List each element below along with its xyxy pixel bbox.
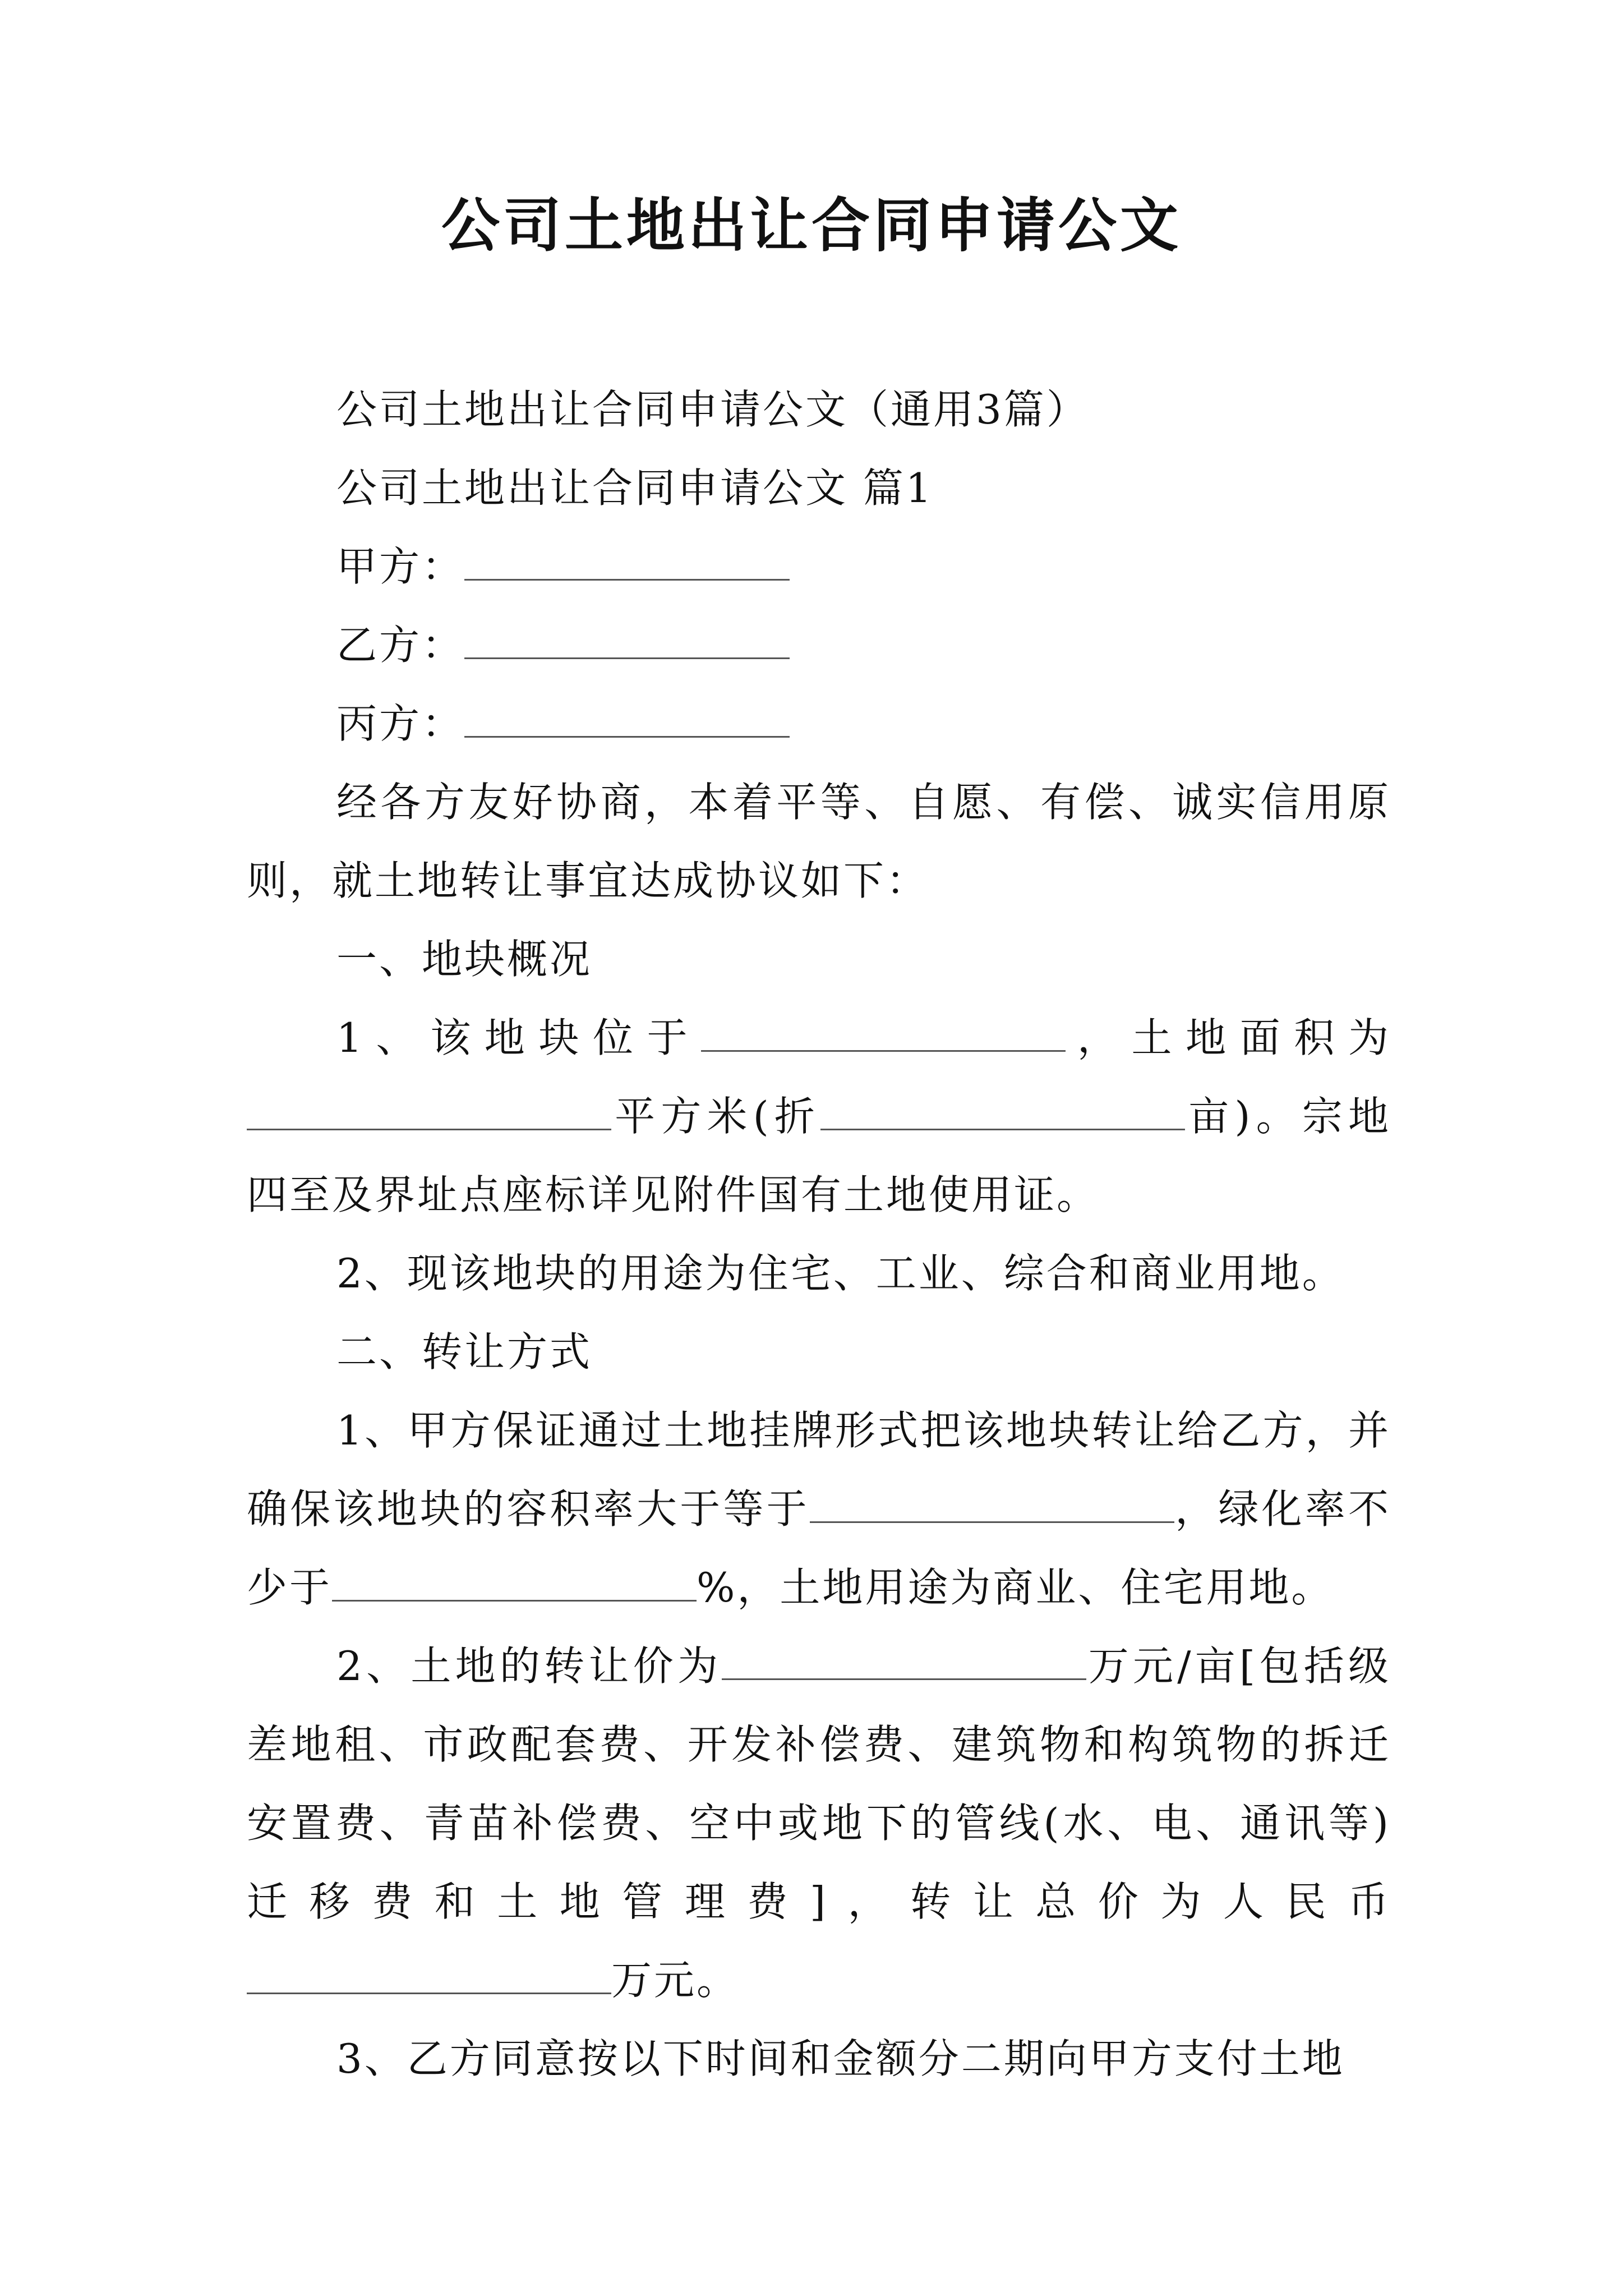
section-2-heading: 二、转让方式 [336, 1328, 593, 1375]
party-c-label: 丙方： [336, 700, 465, 747]
section-2-item-3: 3、乙方同意按以下时间和金额分二期向甲方支付土地 [336, 2035, 1345, 2082]
s2-item2-text-b: 万元/亩[包括级差地租、市政配套费、开发补偿费、建筑物和构筑物的拆迁安置费、青苗补偿费、空中或地下的管线(水、电、通讯等)迁移费和土地管理费]，转让总价为人民币 [247, 1642, 1391, 1925]
total-price-blank [247, 1960, 611, 1994]
s1-item1-text-b: ，土地面积为 [1066, 1014, 1391, 1061]
party-b-label: 乙方： [336, 622, 465, 669]
party-a-label: 甲方： [336, 543, 465, 590]
document-body [247, 370, 1391, 2098]
s2-item1-text-c: %，土地用途为商业、住宅用地。 [697, 1564, 1334, 1611]
s2-item2-text-a: 2、土地的转让价为 [336, 1642, 722, 1690]
party-c-blank [464, 703, 790, 738]
section-1-item-2: 2、现该地块的用途为住宅、工业、综合和商业用地。 [336, 1250, 1345, 1297]
section-1-heading: 一、地块概况 [336, 936, 593, 983]
area-mu-blank [820, 1096, 1185, 1130]
unit-price-blank [722, 1646, 1086, 1680]
subtitle: 公司土地出让合同申请公文（通用3篇） [336, 386, 1089, 433]
area-sqm-blank [247, 1096, 611, 1130]
section-2-item-1 [247, 1391, 1391, 1627]
intro-paragraph: 经各方友好协商，本着平等、自愿、有偿、诚实信用原则，就土地转让事宜达成协议如下： [247, 779, 1391, 904]
location-blank [701, 1018, 1066, 1052]
section-2-item-2 [247, 1627, 1391, 2019]
party-a-line [247, 527, 1391, 606]
s1-item1-text-d: 亩)。宗地四至及界址点座标详见附件国有土地使用证。 [247, 1093, 1391, 1218]
party-b-line [247, 606, 1391, 684]
s2-item1-text-a: 1、甲方保证通过土地挂牌形式把该地块转让给乙方，并确保该地块的容积率大于等于 [247, 1407, 1391, 1533]
s2-item2-text-c: 万元。 [611, 1957, 740, 2004]
party-a-blank [464, 546, 790, 581]
party-b-blank [464, 625, 790, 659]
document-title: 公司土地出让合同申请公文 [441, 191, 1182, 260]
green-rate-blank [332, 1567, 697, 1602]
plot-ratio-blank [810, 1489, 1174, 1523]
part-heading: 公司土地出让合同申请公文 篇1 [336, 464, 934, 512]
section-1-item-1 [247, 999, 1391, 1234]
s2-item1-text-b: ，绿化率不少于 [247, 1485, 1391, 1611]
s1-item1-text-c: 平方米(折 [611, 1093, 821, 1140]
s1-item1-text-a: 1、该地块位于 [336, 1014, 702, 1061]
party-c-line [247, 684, 1391, 763]
